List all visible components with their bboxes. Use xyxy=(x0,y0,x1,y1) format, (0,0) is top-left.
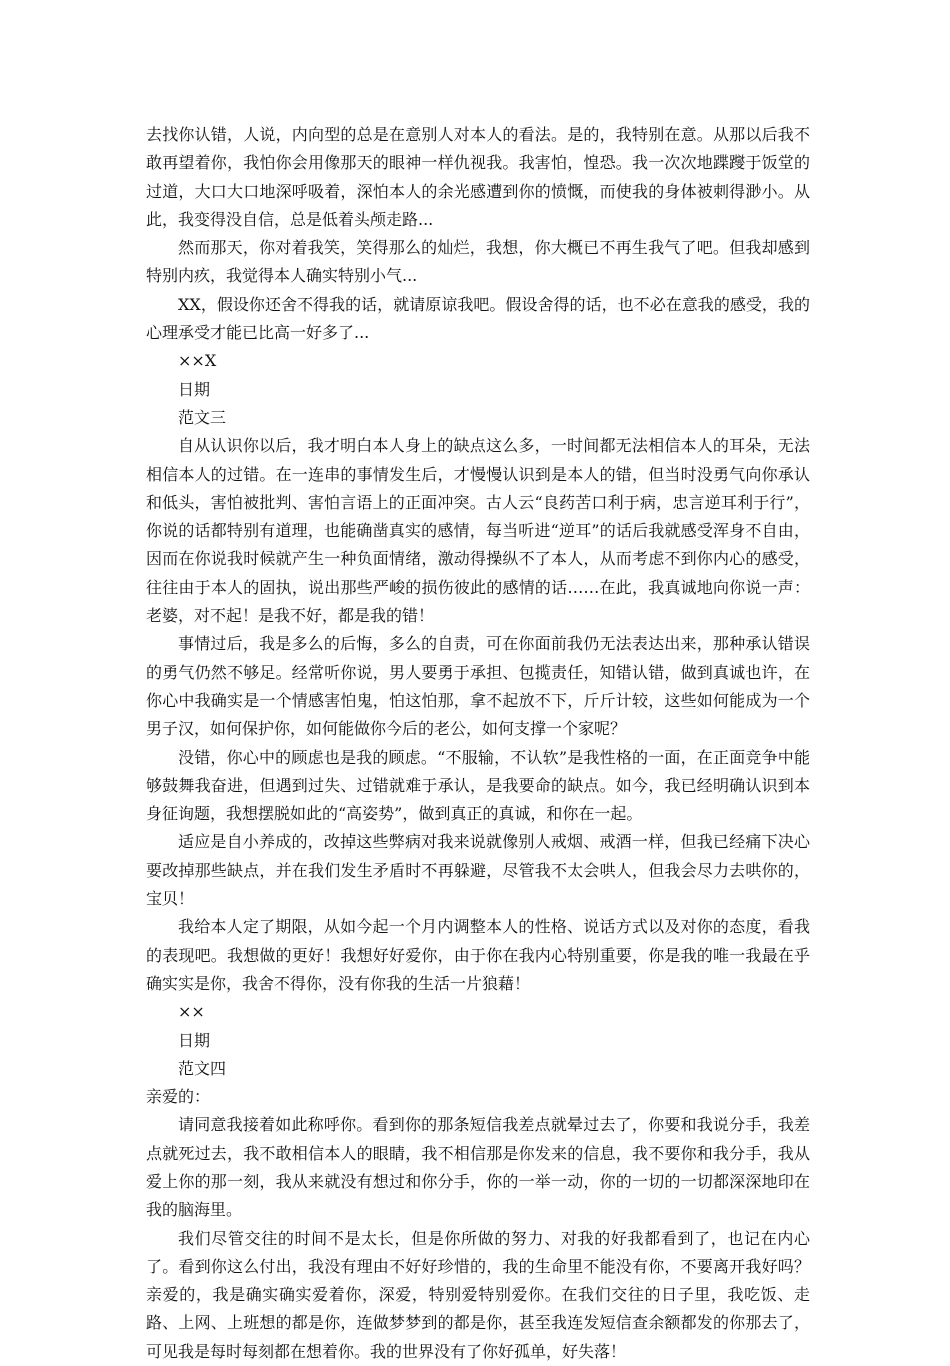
paragraph-since-knowing: 自从认识你以后，我才明白本人身上的缺点这么多，一时间都无法相信本人的耳朵，无法相信本人的过错。在一连串的事情发生后，才慢慢认识到是本人的错，但当时没勇气向你承认和低头，害怕被批判、害怕言语上的正面冲突。古人云“良药苦口利于病，忠言逆耳利于行”，你说的话都特别有道理，也能确凿真实的感情，每当听进“逆耳”的话后我就感受浑身不自由，因而在你说我时候就产生一种负面情绪，激动得操纵不了本人，从而考虑不到你内心的感受，往往由于本人的固执，说出那些严峻的损伤彼此的感情的话……在此，我真诚地向你说一声：老婆，对不起！是我不好，都是我的错！ xyxy=(146,436,810,626)
signature-1: ××X xyxy=(178,351,217,371)
section-heading-4: 范文四 xyxy=(178,1058,227,1078)
section-heading-3: 范文三 xyxy=(178,407,227,427)
paragraph-regret: 事情过后，我是多么的后悔，多么的自责，可在你面前我仍无法表达出来，那种承认错误的勇气仍然不够足。经常听你说，男人要勇于承担、包揽责任，知错认错，做到真诚也许，在你心中我确实是一个情感害怕鬼，怕这怕那，拿不起放不下，斤斤计较，这些如何能成为一个男子汉，如何保护你，如何能做你今后的老公，如何支撑一个家呢？ xyxy=(146,634,810,739)
document-body xyxy=(146,121,810,1366)
paragraph-forgive-request: XX，假设你还舍不得我的话，就请原谅我吧。假设舍得的话，也不必在意我的感受，我的心理承受才能已比高一好多了... xyxy=(146,294,810,343)
signature-2: ×× xyxy=(178,1002,205,1022)
paragraph-habits: 适应是自小养成的，改掉这些弊病对我来说就像别人戒烟、戒酒一样，但我已经痛下决心要改掉那些缺点，并在我们发生矛盾时不再躲避，尽管我不太会哄人，但我会尽力去哄你的，宝贝！ xyxy=(146,832,810,909)
date-1: 日期 xyxy=(178,379,211,399)
paragraph-love: 我们尽管交往的时间不是太长，但是你所做的努力、对我的好我都看到了，也记在内心了。看到你这么付出，我没有理由不好好珍惜的，我的生命里不能没有你，不要离开我好吗？亲爱的，我是确实确实爱着你，深爱，特别爱特别爱你。在我们交往的日子里，我吃饭、走路、上网、上班想的都是你，连做梦梦到的都是你，甚至我连发短信查余额都发的你那去了，可见我是每时每刻都在想着你。我的世界没有了你好孤单，好失落！ xyxy=(146,1228,810,1361)
paragraph-concerns: 没错，你心中的顾虑也是我的顾虑。“不服输，不认软”是我性格的一面，在正面竞争中能够鼓舞我奋进，但遇到过失、过错就难于承认，是我要命的缺点。如今，我已经明确认识到本身征询题，我想摆脱如此的“高姿势”，做到真正的真诚，和你在一起。 xyxy=(146,747,810,824)
paragraph-deadline: 我给本人定了期限，从如今起一个月内调整本人的性格、说话方式以及对你的态度，看我的表现吧。我想做的更好！我想好好爱你，由于你在我内心特别重要，你是我的唯一我最在乎确实实是你，我舍不得你，没有你我的生活一片狼藉！ xyxy=(146,917,810,993)
date-2: 日期 xyxy=(178,1030,211,1050)
paragraph-apology-intro: 去找你认错，人说，内向型的总是在意别人对本人的看法。是的，我特别在意。从那以后我不敢再望着你，我怕你会用像那天的眼神一样仇视我。我害怕，惶恐。我一次次地蹀躞于饭堂的过道，大口大口地深呼吸着，深怕本人的余光感遭到你的愤慨，而使我的身体被刺得渺小。从此，我变得没自信，总是低着头颅走路... xyxy=(146,125,810,229)
paragraph-smile: 然而那天，你对着我笑，笑得那么的灿烂，我想，你大概已不再生我气了吧。但我却感到特别内疚，我觉得本人确实特别小气... xyxy=(146,238,810,286)
salutation: 亲爱的： xyxy=(146,1087,211,1107)
paragraph-breakup-message: 请同意我接着如此称呼你。看到你的那条短信我差点就晕过去了，你要和我说分手，我差点就死过去，我不敢相信本人的眼睛，我不相信那是你发来的信息，我不要你和我分手，我从爱上你的那一刻，我从来就没有想过和你分手，你的一举一动，你的一切的一切都深深地印在我的脑海里。 xyxy=(146,1115,810,1220)
